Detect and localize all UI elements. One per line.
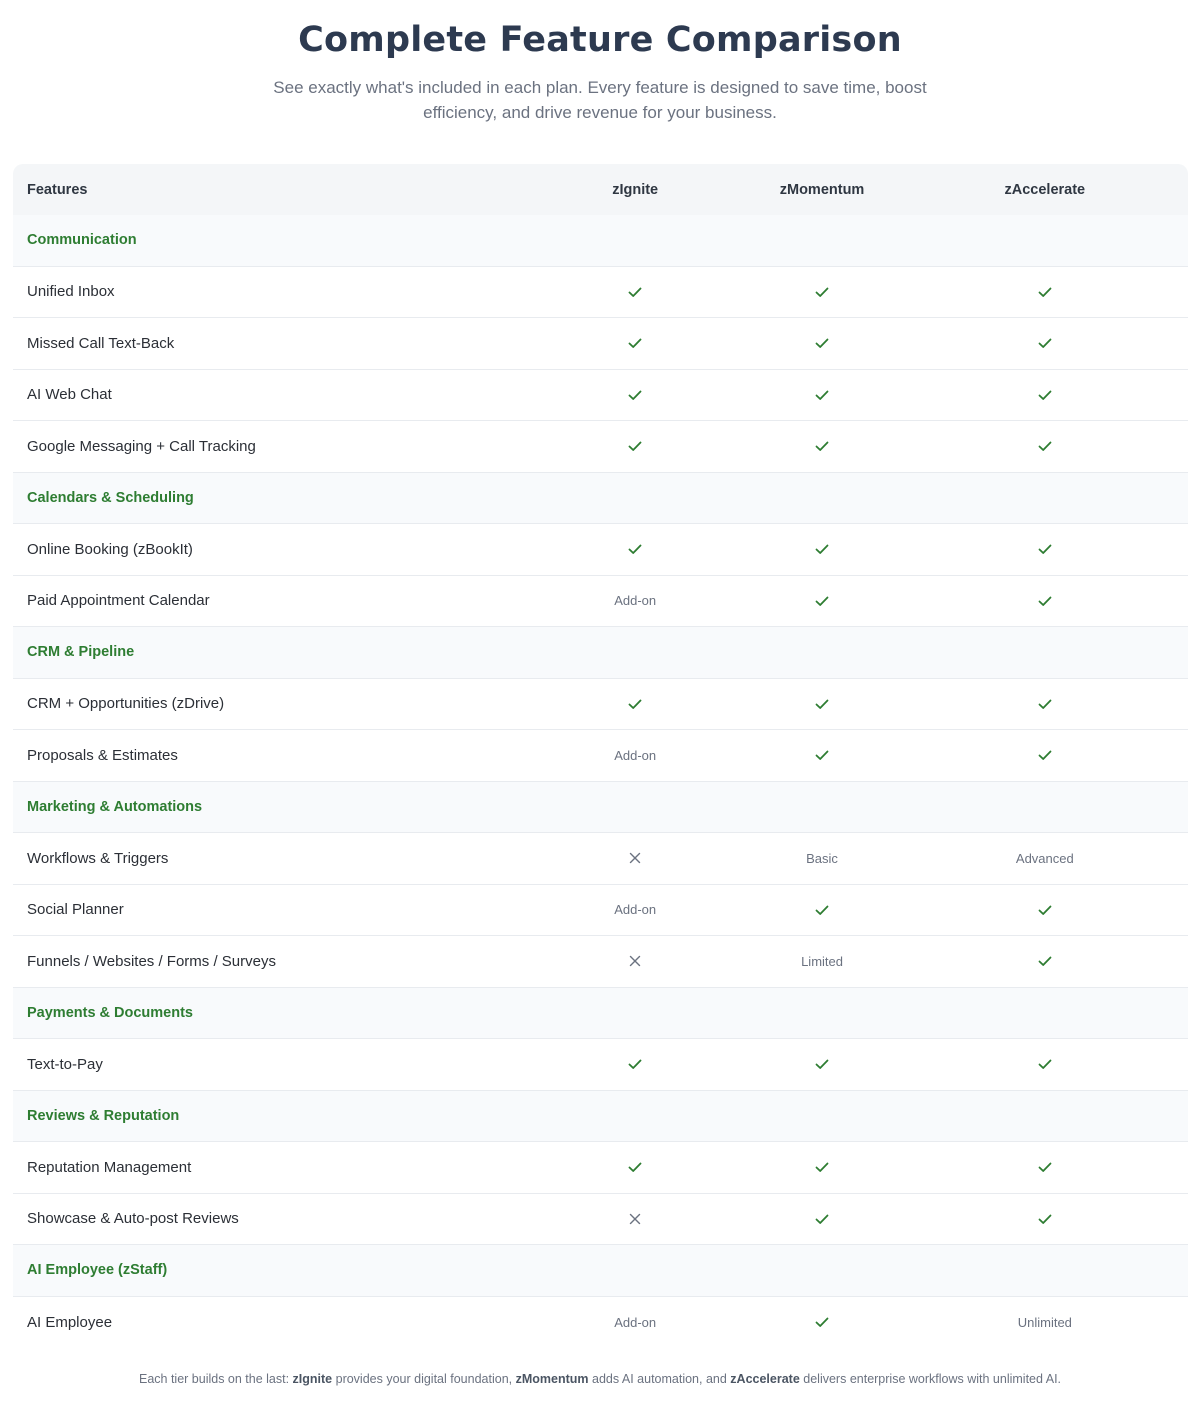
feature-name: Funnels / Websites / Forms / Surveys [27,952,276,970]
check-icon [627,1159,643,1175]
cell-zignite [528,1315,743,1330]
cell-zaccelerate [902,953,1188,969]
table-row [13,576,1188,628]
cell-zmomentum [742,1056,901,1072]
check-icon [814,1159,830,1175]
check-icon [1037,902,1053,918]
cell-zmomentum [742,902,901,918]
table-body [13,215,1188,1348]
table-row [13,524,1188,576]
check-icon [1037,541,1053,557]
check-icon [1037,747,1053,763]
cell-zmomentum [742,438,901,454]
cell-zaccelerate [902,541,1188,557]
cell-value-text: Advanced [1015,850,1074,866]
cell-zaccelerate [902,1211,1188,1227]
feature-name: Online Booking (zBookIt) [27,540,193,558]
check-icon [1037,1056,1053,1072]
cell-zaccelerate [902,1315,1188,1330]
cell-value-text: Basic [806,850,838,866]
cell-zmomentum [742,335,901,351]
cell-zmomentum [742,851,901,866]
check-icon [627,284,643,300]
check-icon [1037,1211,1053,1227]
cell-zmomentum [742,696,901,712]
column-header-zignite: zIgnite [612,181,659,198]
check-icon [814,1056,830,1072]
check-icon [814,1211,830,1227]
check-icon [627,696,643,712]
close-icon [628,1212,642,1226]
cell-zignite [528,748,743,763]
table-row [13,730,1188,782]
cell-zmomentum [742,284,901,300]
table-row [13,370,1188,422]
cell-zmomentum [742,1211,901,1227]
cell-value-text: Unlimited [1017,1314,1072,1330]
category-label: CRM & Pipeline [27,644,135,661]
feature-name: AI Web Chat [27,386,112,404]
cell-value-text: Limited [801,953,843,969]
feature-name: AI Employee [27,1313,113,1331]
cell-zaccelerate [902,902,1188,918]
footnote-tier-zaccelerate: zAccelerate [730,1372,800,1386]
cell-zaccelerate [902,1159,1188,1175]
footnote-mid-1: provides your digital foundation, [332,1372,516,1386]
footnote-tier-zmomentum: zMomentum [515,1372,589,1386]
footnote-suffix: delivers enterprise workflows with unlimited AI. [799,1372,1062,1386]
category-row [13,1091,1188,1143]
cell-value-text: Add-on [614,593,657,609]
cell-zignite [528,954,743,968]
cell-zmomentum [742,1314,901,1330]
check-icon [1037,696,1053,712]
category-label: Calendars & Scheduling [27,489,194,506]
check-icon [1037,593,1053,609]
cell-zignite [528,335,743,351]
cell-zignite [528,593,743,608]
cell-zignite [528,851,743,865]
column-header-zmomentum: zMomentum [779,181,865,198]
category-row [13,988,1188,1040]
cell-zmomentum [742,541,901,557]
category-label: Payments & Documents [27,1004,193,1021]
feature-name: Paid Appointment Calendar [27,592,210,610]
category-row [13,627,1188,679]
cell-zaccelerate [902,747,1188,763]
feature-name: Missed Call Text-Back [27,334,175,352]
cell-zaccelerate [902,335,1188,351]
cell-zaccelerate [902,593,1188,609]
category-label: Marketing & Automations [27,798,203,815]
table-row [13,267,1188,319]
feature-name: Google Messaging + Call Tracking [27,437,256,455]
category-label: Reviews & Reputation [27,1107,180,1124]
check-icon [814,593,830,609]
check-icon [627,335,643,351]
cell-zignite [528,284,743,300]
feature-name: Proposals & Estimates [27,746,178,764]
cell-zmomentum [742,387,901,403]
feature-name: Showcase & Auto-post Reviews [27,1210,239,1228]
cell-value-text: Add-on [614,1314,657,1330]
cell-zaccelerate [902,284,1188,300]
page-subtitle: See exactly what's included in each plan. Every feature is designed to save time, boost efficiency, and drive revenue for your business. [273,78,927,122]
table-row [13,1297,1188,1349]
cell-zmomentum [742,1159,901,1175]
feature-name: Text-to-Pay [27,1055,103,1073]
feature-name: Workflows & Triggers [27,849,169,867]
table-row [13,936,1188,988]
table-row [13,421,1188,473]
cell-zignite [528,541,743,557]
check-icon [1037,284,1053,300]
feature-name: Unified Inbox [27,283,115,301]
cell-zaccelerate [902,696,1188,712]
cell-zignite [528,438,743,454]
cell-zaccelerate [902,438,1188,454]
category-row [13,215,1188,267]
footnote-tier-zignite: zIgnite [292,1372,333,1386]
check-icon [1037,1159,1053,1175]
cell-zignite [528,387,743,403]
check-icon [1037,387,1053,403]
check-icon [627,387,643,403]
check-icon [814,438,830,454]
page-header [0,0,1200,125]
feature-comparison-table [13,164,1188,1348]
check-icon [1037,335,1053,351]
footnote [0,1372,1200,1386]
cell-zignite [528,1159,743,1175]
cell-zaccelerate [902,1056,1188,1072]
cell-zmomentum [742,954,901,969]
cell-zmomentum [742,593,901,609]
category-row [13,782,1188,834]
check-icon [814,902,830,918]
footnote-prefix: Each tier builds on the last: [138,1372,293,1386]
check-icon [627,438,643,454]
table-row [13,679,1188,731]
feature-name: Reputation Management [27,1158,192,1176]
table-header-row [13,164,1188,215]
table-row [13,1194,1188,1246]
check-icon [814,284,830,300]
category-label: Communication [27,232,137,249]
table-row [13,318,1188,370]
category-label: AI Employee (zStaff) [27,1262,168,1279]
category-row [13,473,1188,525]
check-icon [1037,438,1053,454]
cell-zignite [528,1056,743,1072]
cell-zaccelerate [902,851,1188,866]
page-title: Complete Feature Comparison [298,20,902,60]
check-icon [814,335,830,351]
cell-zaccelerate [902,387,1188,403]
feature-name: CRM + Opportunities (zDrive) [27,695,225,713]
table-row [13,1039,1188,1091]
close-icon [628,851,642,865]
feature-name: Social Planner [27,901,124,919]
check-icon [814,541,830,557]
column-header-zaccelerate: zAccelerate [1004,181,1086,198]
column-header-features: Features [27,181,88,198]
cell-value-text: Add-on [614,747,657,763]
footnote-mid-2: adds AI automation, and [588,1372,731,1386]
close-icon [628,954,642,968]
table-row [13,833,1188,885]
cell-value-text: Add-on [614,902,657,918]
check-icon [814,1314,830,1330]
cell-zmomentum [742,747,901,763]
check-icon [814,696,830,712]
table-row [13,885,1188,937]
cell-zignite [528,902,743,917]
check-icon [627,541,643,557]
cell-zignite [528,696,743,712]
check-icon [627,1056,643,1072]
category-row [13,1245,1188,1297]
table-row [13,1142,1188,1194]
cell-zignite [528,1212,743,1226]
check-icon [814,747,830,763]
check-icon [1037,953,1053,969]
check-icon [814,387,830,403]
